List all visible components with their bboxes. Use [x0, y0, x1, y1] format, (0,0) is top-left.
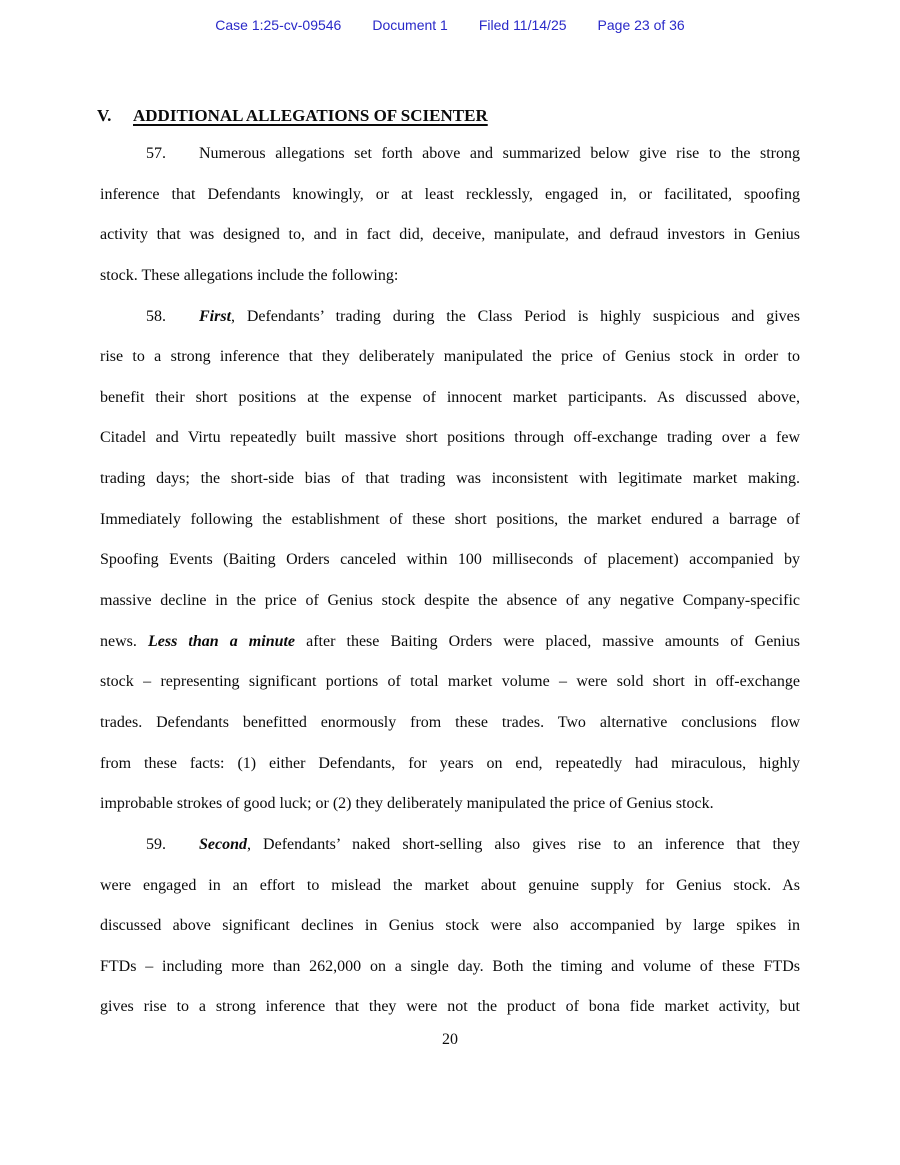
- emphasized-text: Less than a minute: [147, 632, 296, 650]
- case-number: Case 1:25-cv-09546: [215, 17, 342, 33]
- body-text: gives rise to a strong inference that they were not the product of bona fide market activity, but: [100, 998, 800, 1016]
- body-text: rise to a strong inference that they deliberately manipulated the price of Genius stock in order to: [100, 348, 800, 366]
- body-text: stock – representing significant portions of total market volume – were sold short in off-exchange: [100, 673, 800, 691]
- body-text: Immediately following the establishment of these short positions, the market endured a barrage of: [100, 510, 800, 528]
- body-text: Citadel and Virtu repeatedly built massive short positions through off-exchange trading over a few: [100, 429, 800, 447]
- body-text: after these Baiting Orders were placed, massive amounts of Genius: [295, 632, 800, 650]
- body-text: discussed above significant declines in Genius stock were also accompanied by large spikes in: [100, 917, 800, 935]
- body-text: were engaged in an effort to mislead the market about genuine supply for Genius stock. As: [100, 876, 800, 894]
- case-stamp-header: [0, 17, 900, 33]
- text-line: [100, 622, 800, 663]
- body-text: FTDs – including more than 262,000 on a single day. Both the timing and volume of these FTDs: [100, 957, 800, 975]
- text-line: [100, 256, 800, 297]
- body-text: from these facts: (1) either Defendants, for years on end, repeatedly had miraculous, highly: [100, 754, 800, 772]
- text-line: [100, 540, 800, 581]
- body-text: stock. These allegations include the following:: [100, 266, 399, 284]
- paragraph-number: 58.: [146, 307, 166, 325]
- text-line: [100, 744, 800, 785]
- text-line: [100, 784, 800, 825]
- paragraph-number: 59.: [146, 835, 166, 853]
- body-text: news.: [100, 632, 148, 650]
- text-line: [100, 337, 800, 378]
- text-line: [100, 297, 800, 338]
- text-line: [100, 459, 800, 500]
- body-text: massive decline in the price of Genius stock despite the absence of any negative Company-specific: [100, 592, 800, 610]
- body-text: benefit their short positions at the expense of innocent market participants. As discussed above,: [100, 388, 800, 406]
- document-number: Document 1: [372, 17, 448, 33]
- text-line: [100, 703, 800, 744]
- emphasized-text: Second: [199, 835, 247, 853]
- text-line: [100, 906, 800, 947]
- text-line: [100, 987, 800, 1028]
- body-text: Numerous allegations set forth above and summarized below give rise to the strong: [199, 145, 800, 162]
- text-line: [100, 947, 800, 988]
- document-body: [100, 134, 800, 1028]
- section-numeral: V.: [97, 106, 112, 125]
- text-line: [100, 215, 800, 256]
- section-title: ADDITIONAL ALLEGATIONS OF SCIENTER: [133, 106, 488, 125]
- body-text: , Defendants’ naked short-selling also gives rise to an inference that they: [247, 835, 800, 853]
- section-heading: [97, 105, 800, 127]
- page-number: 20: [442, 1031, 458, 1048]
- body-text: Spoofing Events (Baiting Orders canceled within 100 milliseconds of placement) accompanied by: [100, 551, 800, 569]
- text-line: [100, 418, 800, 459]
- filed-date: Filed 11/14/25: [478, 17, 567, 33]
- body-text: trading days; the short-side bias of that trading was inconsistent with legitimate market making.: [100, 470, 800, 488]
- text-line: [100, 866, 800, 907]
- text-line: [100, 581, 800, 622]
- text-line: [100, 378, 800, 419]
- body-text: trades. Defendants benefitted enormously from these trades. Two alternative conclusions flow: [100, 713, 800, 731]
- text-line: [100, 175, 800, 216]
- body-text: , Defendants’ trading during the Class Period is highly suspicious and gives: [231, 307, 800, 325]
- page-of-total: Page 23 of 36: [597, 17, 685, 33]
- text-line: [100, 134, 800, 175]
- body-text: activity that was designed to, and in fact did, deceive, manipulate, and defraud investors in Genius: [100, 226, 800, 244]
- paragraph-number: 57.: [146, 145, 166, 162]
- text-line: [100, 662, 800, 703]
- text-line: [100, 500, 800, 541]
- emphasized-text: First: [199, 307, 232, 325]
- body-text: improbable strokes of good luck; or (2) they deliberately manipulated the price of Genius stock.: [100, 795, 714, 813]
- body-text: inference that Defendants knowingly, or at least recklessly, engaged in, or facilitated, spoofing: [100, 185, 800, 203]
- text-line: [100, 825, 800, 866]
